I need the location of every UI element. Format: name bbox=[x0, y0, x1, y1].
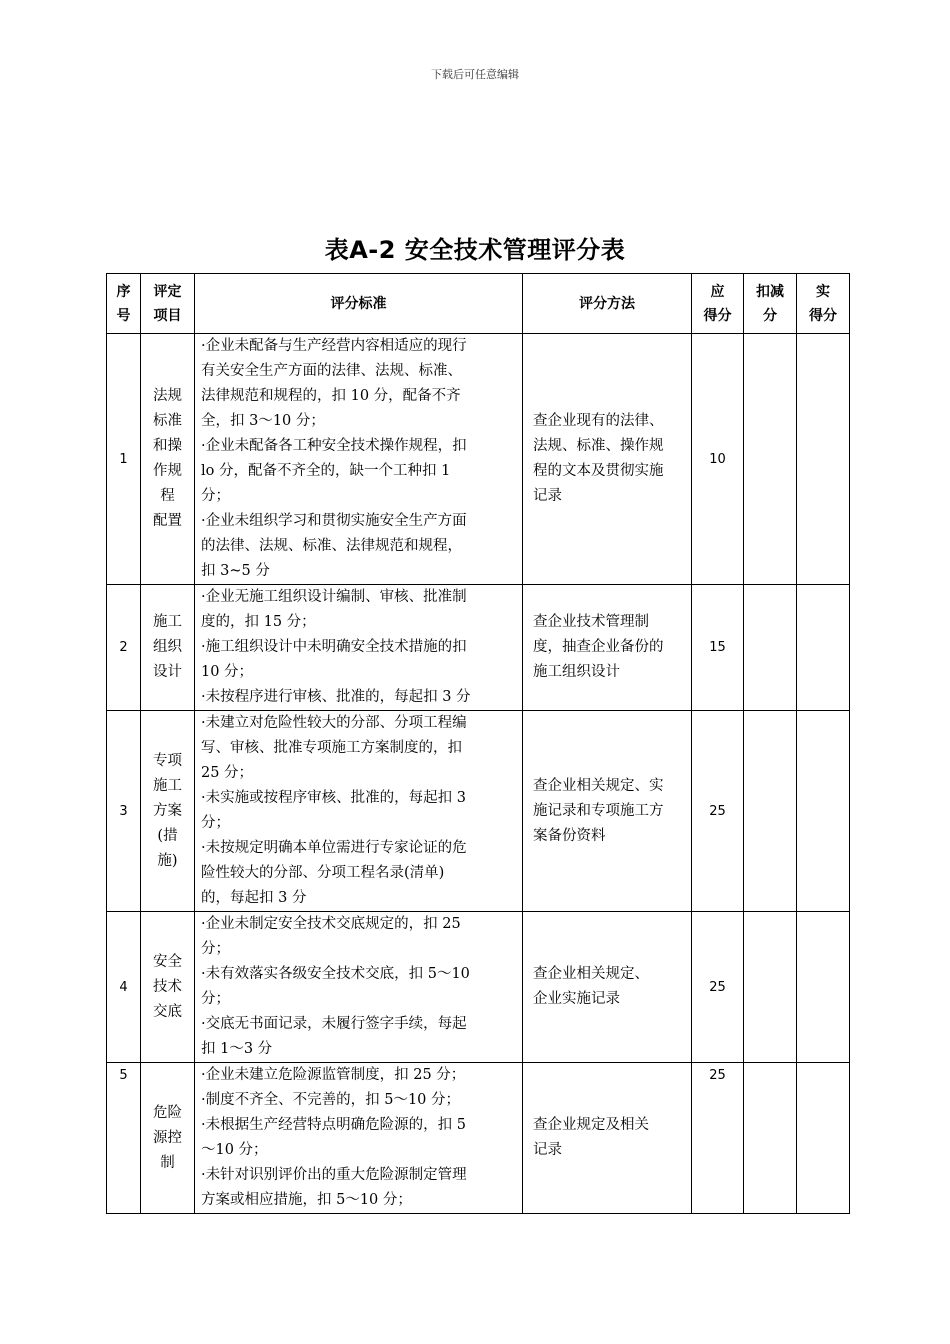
header-row bbox=[107, 274, 850, 334]
row-seq: 1 bbox=[107, 334, 141, 585]
row-item: 危险 源控 制 bbox=[141, 1063, 195, 1214]
criteria-line: 分； bbox=[201, 991, 230, 1007]
row-method: 查企业相关规定、 企业实施记录 bbox=[523, 912, 692, 1063]
row-criteria bbox=[195, 334, 523, 585]
criteria-line: ·企业未组织学习和贯彻实施安全生产方面 bbox=[201, 513, 467, 529]
criteria-line: 10 分； bbox=[201, 664, 254, 680]
col-header-method: 评分方法 bbox=[523, 274, 692, 334]
criteria-line: ～10 分； bbox=[201, 1142, 268, 1158]
row-item: 安全 技术 交底 bbox=[141, 912, 195, 1063]
criteria-line: ·未建立对危险性较大的分部、分项工程编 bbox=[201, 715, 467, 731]
row-deduct[interactable] bbox=[744, 711, 797, 912]
criteria-line: ·企业未制定安全技术交底规定的，扣 25 bbox=[201, 916, 461, 932]
table-title: 表A-2 安全技术管理评分表 bbox=[324, 236, 626, 264]
row-score: 25 bbox=[692, 912, 744, 1063]
row-score: 25 bbox=[692, 1063, 744, 1214]
criteria-line: lo 分，配备不齐全的，缺一个工种扣 1 bbox=[201, 463, 451, 479]
criteria-line: ·企业未配备与生产经营内容相适应的现行 bbox=[201, 338, 467, 354]
criteria-line: ·企业无施工组织设计编制、审核、批准制 bbox=[201, 589, 467, 605]
criteria-line: ·交底无书面记录，未履行签字手续，每起 bbox=[201, 1016, 467, 1032]
row-actual[interactable] bbox=[797, 585, 850, 711]
row-criteria bbox=[195, 585, 523, 711]
row-score: 15 bbox=[692, 585, 744, 711]
row-actual[interactable] bbox=[797, 1063, 850, 1214]
col-header-score: 应 得分 bbox=[692, 274, 744, 334]
row-score: 10 bbox=[692, 334, 744, 585]
row-item: 法规 标准 和操 作规 程 配置 bbox=[141, 334, 195, 585]
criteria-line: 扣 1～3 分 bbox=[201, 1041, 273, 1057]
table-row bbox=[107, 1063, 850, 1214]
row-seq: 2 bbox=[107, 585, 141, 711]
criteria-line: 方案或相应措施，扣 5～10 分； bbox=[201, 1192, 412, 1208]
row-actual[interactable] bbox=[797, 334, 850, 585]
criteria-line: 写、审核、批准专项施工方案制度的，扣 bbox=[201, 740, 462, 756]
criteria-line: ·未按规定明确本单位需进行专家论证的危 bbox=[201, 840, 467, 856]
row-item: 专项 施工 方案 (措 施) bbox=[141, 711, 195, 912]
criteria-line: 分； bbox=[201, 815, 230, 831]
row-deduct[interactable] bbox=[744, 334, 797, 585]
criteria-line: ·制度不齐全、不完善的，扣 5～10 分； bbox=[201, 1092, 461, 1108]
row-actual[interactable] bbox=[797, 912, 850, 1063]
row-deduct[interactable] bbox=[744, 1063, 797, 1214]
criteria-line: 险性较大的分部、分项工程名录(清单) bbox=[201, 865, 445, 881]
criteria-line: 25 分； bbox=[201, 765, 254, 781]
row-item: 施工 组织 设计 bbox=[141, 585, 195, 711]
row-method: 查企业相关规定、实 施记录和专项施工方 案备份资料 bbox=[523, 711, 692, 912]
row-actual[interactable] bbox=[797, 711, 850, 912]
row-method: 查企业规定及相关 记录 bbox=[523, 1063, 692, 1214]
col-header-deduct: 扣减 分 bbox=[744, 274, 797, 334]
criteria-line: 度的，扣 15 分； bbox=[201, 614, 316, 630]
table-row bbox=[107, 912, 850, 1063]
row-score: 25 bbox=[692, 711, 744, 912]
row-deduct[interactable] bbox=[744, 912, 797, 1063]
criteria-line: ·企业未建立危险源监管制度，扣 25 分； bbox=[201, 1067, 466, 1083]
table-row bbox=[107, 585, 850, 711]
col-header-criteria: 评分标准 bbox=[195, 274, 523, 334]
criteria-line: 分； bbox=[201, 941, 230, 957]
col-header-item: 评定 项目 bbox=[141, 274, 195, 334]
row-deduct[interactable] bbox=[744, 585, 797, 711]
criteria-line: ·企业未配备各工种安全技术操作规程，扣 bbox=[201, 438, 467, 454]
col-header-actual: 实 得分 bbox=[797, 274, 850, 334]
row-seq: 3 bbox=[107, 711, 141, 912]
scoring-table bbox=[106, 273, 850, 1214]
criteria-line: 扣 3~5 分 bbox=[201, 563, 270, 579]
criteria-line: ·未有效落实各级安全技术交底，扣 5～10 bbox=[201, 966, 470, 982]
row-criteria bbox=[195, 912, 523, 1063]
criteria-line: 法律规范和规程的，扣 10 分，配备不齐 bbox=[201, 388, 461, 404]
col-header-seq: 序 号 bbox=[107, 274, 141, 334]
row-criteria bbox=[195, 1063, 523, 1214]
row-seq: 5 bbox=[107, 1063, 141, 1214]
criteria-line: ·施工组织设计中未明确安全技术措施的扣 bbox=[201, 639, 467, 655]
criteria-line: ·未按程序进行审核、批准的，每起扣 3 分 bbox=[201, 689, 471, 705]
criteria-line: 的法律、法规、标准、法律规范和规程， bbox=[201, 538, 462, 554]
table-row bbox=[107, 334, 850, 585]
row-criteria bbox=[195, 711, 523, 912]
header-note: 下载后可任意编辑 bbox=[431, 68, 519, 81]
table-row bbox=[107, 711, 850, 912]
criteria-line: ·未针对识别评价出的重大危险源制定管理 bbox=[201, 1167, 467, 1183]
criteria-line: 分； bbox=[201, 488, 230, 504]
row-method: 查企业技术管理制 度，抽查企业备份的 施工组织设计 bbox=[523, 585, 692, 711]
criteria-line: 的，每起扣 3 分 bbox=[201, 890, 307, 906]
criteria-line: ·未实施或按程序审核、批准的，每起扣 3 bbox=[201, 790, 466, 806]
criteria-line: 全，扣 3～10 分； bbox=[201, 413, 325, 429]
row-method: 查企业现有的法律、 法规、标准、操作规 程的文本及贯彻实施 记录 bbox=[523, 334, 692, 585]
row-seq: 4 bbox=[107, 912, 141, 1063]
criteria-line: ·未根据生产经营特点明确危险源的，扣 5 bbox=[201, 1117, 466, 1133]
criteria-line: 有关安全生产方面的法律、法规、标准、 bbox=[201, 363, 462, 379]
